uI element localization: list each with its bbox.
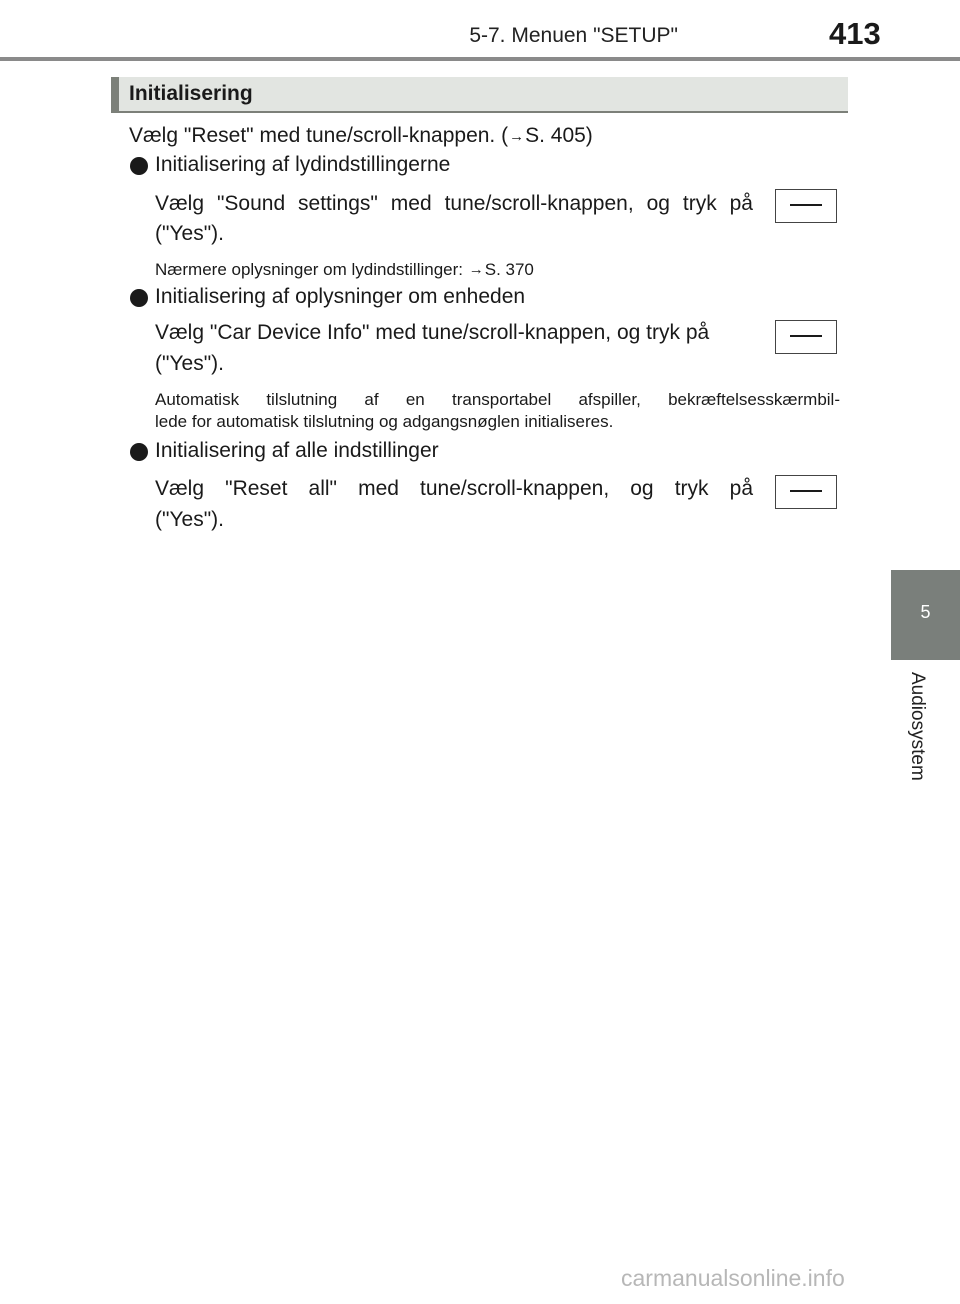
section-title: Initialisering xyxy=(129,82,253,105)
dash-symbol xyxy=(790,335,822,337)
intro-page-ref[interactable]: S. 405) xyxy=(525,124,593,147)
item-yes: ("Yes"). xyxy=(155,508,224,531)
item-yes: ("Yes"). xyxy=(155,222,224,245)
watermark: carmanualsonline.info xyxy=(621,1265,845,1291)
intro-line xyxy=(129,124,593,148)
dash-button-icon xyxy=(775,189,837,223)
note-text: Nærmere oplysninger om lydindstillinger: xyxy=(155,260,468,279)
item-heading: Initialisering af alle indstillinger xyxy=(155,439,439,462)
dash-button-icon xyxy=(775,475,837,509)
bullet-icon xyxy=(130,157,148,175)
intro-text: Vælg "Reset" med tune/scroll-knappen. ( xyxy=(129,124,509,147)
arrow-icon: → xyxy=(509,128,525,145)
bullet-icon xyxy=(130,289,148,307)
item-note-line-2: lede for automatisk tilslutning og adgangsnøglen initialiseres. xyxy=(155,412,614,431)
item-instruction: Vælg "Sound settings" med tune/scroll-knappen, og tryk på xyxy=(155,192,753,215)
header-divider xyxy=(0,57,960,61)
dash-button-icon xyxy=(775,320,837,354)
item-yes: ("Yes"). xyxy=(155,352,224,375)
chapter-number: 5 xyxy=(920,602,931,622)
item-instruction: Vælg "Reset all" med tune/scroll-knappen, og tryk på xyxy=(155,477,753,500)
item-note xyxy=(155,260,534,280)
dash-symbol xyxy=(790,490,822,492)
running-header-section: 5-7. Menuen "SETUP" xyxy=(469,24,678,47)
section-heading-box xyxy=(111,77,848,113)
section-heading-bar xyxy=(111,77,119,113)
item-note-line-1: Automatisk tilslutning af en transportabel afspiller, bekræftelsesskærmbil- xyxy=(155,390,840,409)
chapter-tab xyxy=(891,570,960,660)
dash-symbol xyxy=(790,204,822,206)
note-page-ref[interactable]: S. 370 xyxy=(484,260,534,279)
item-heading: Initialisering af lydindstillingerne xyxy=(155,153,451,176)
item-heading: Initialisering af oplysninger om enheden xyxy=(155,285,526,308)
item-instruction: Vælg "Car Device Info" med tune/scroll-knappen, og tryk på xyxy=(155,321,710,344)
page-number: 413 xyxy=(829,16,881,51)
chapter-label: Audiosystem xyxy=(907,672,928,781)
bullet-icon xyxy=(130,443,148,461)
arrow-icon: → xyxy=(468,261,484,278)
